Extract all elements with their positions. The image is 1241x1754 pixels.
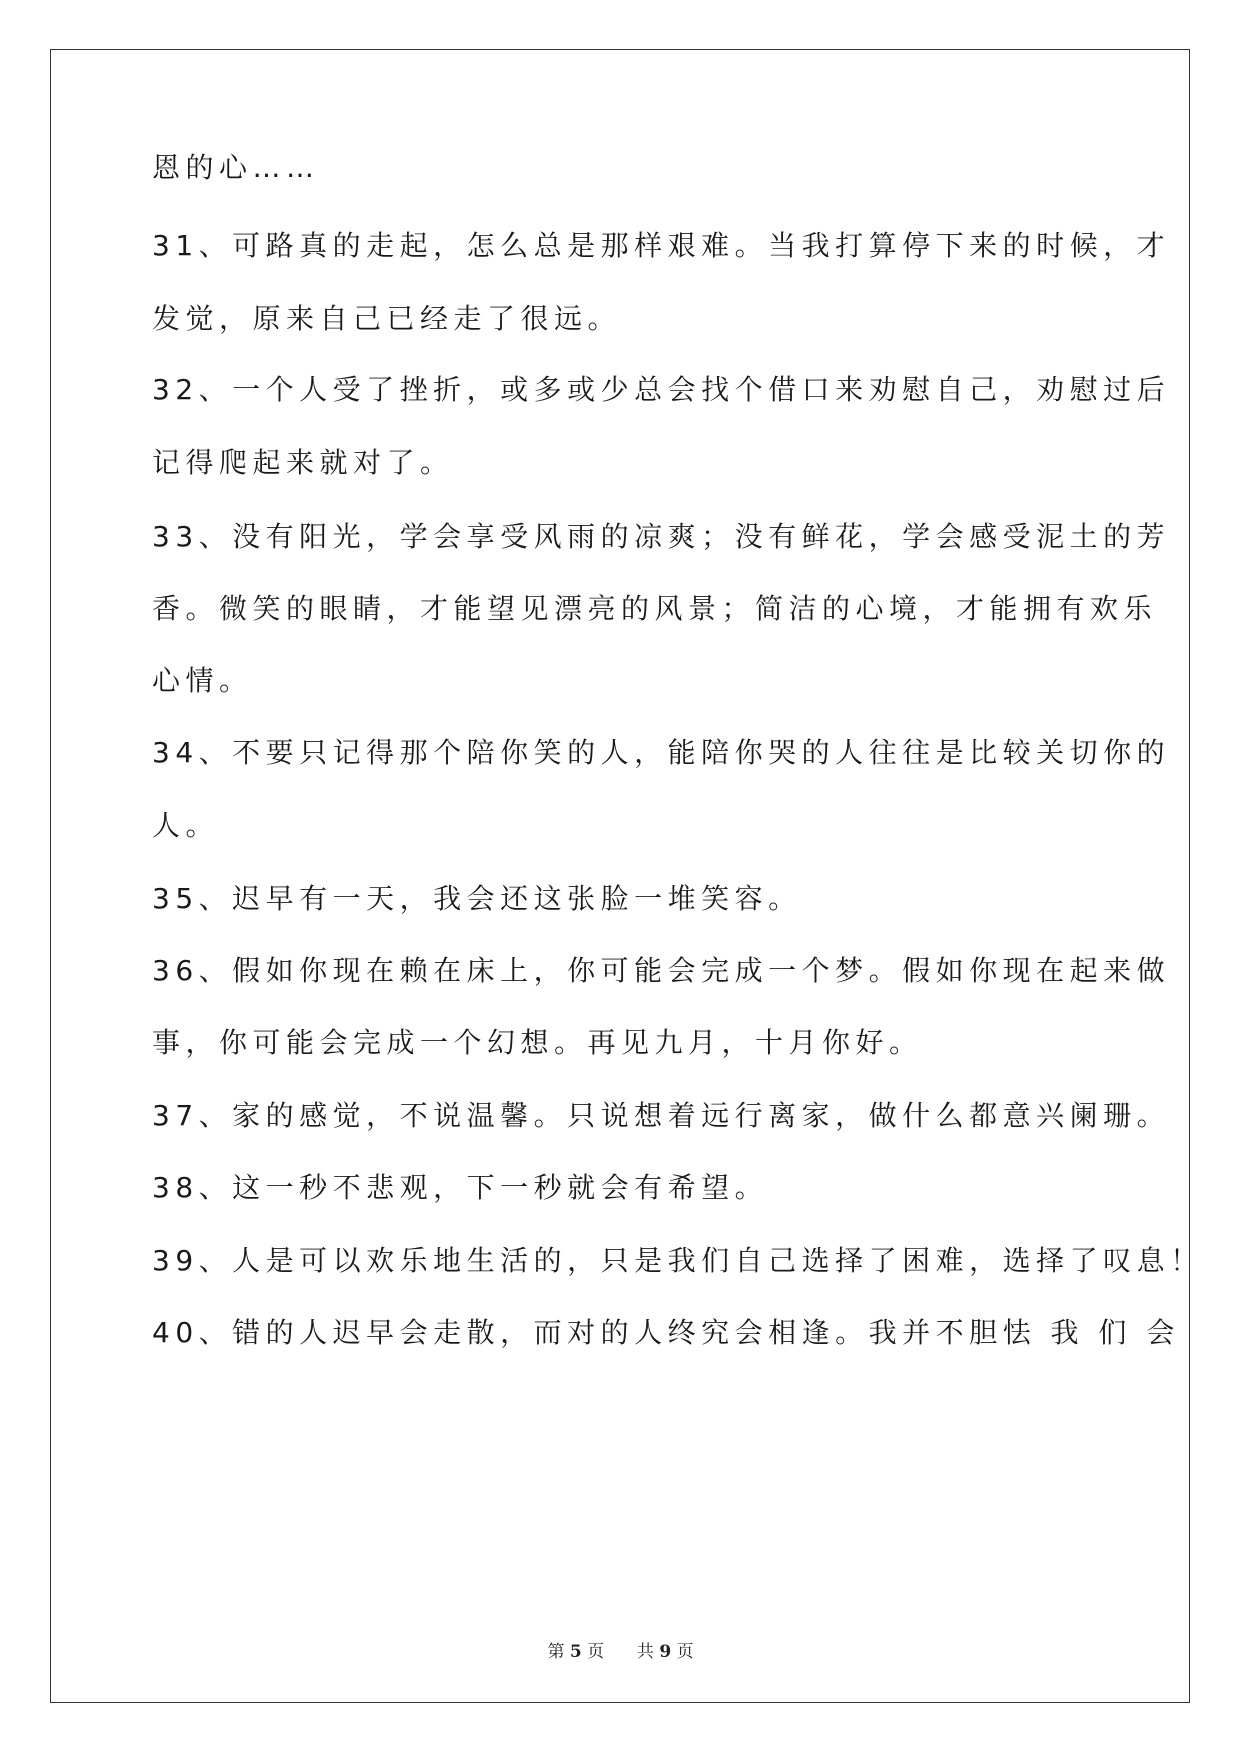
current-page-number: 5 bbox=[569, 1642, 582, 1662]
text-line: 39、人是可以欢乐地生活的，只是我们自己选择了困难，选择了叹息！ bbox=[152, 1244, 1204, 1277]
total-prefix: 共 bbox=[636, 1642, 654, 1662]
text-line: 32、一个人受了挫折，或多或少总会找个借口来劝慰自己，劝慰过后 bbox=[152, 373, 1171, 406]
text-line: 心情。 bbox=[152, 664, 253, 697]
text-line: 恩的心…… bbox=[152, 151, 320, 184]
text-line: 40、错的人迟早会走散，而对的人终究会相逢。我并不胆怯 我 们 会 bbox=[152, 1316, 1180, 1349]
text-line: 记得爬起来就对了。 bbox=[152, 446, 454, 479]
text-line: 33、没有阳光，学会享受风雨的凉爽；没有鲜花，学会感受泥土的芳 bbox=[152, 520, 1171, 553]
page-footer bbox=[0, 1640, 1241, 1664]
page-border bbox=[50, 49, 1190, 1703]
text-line: 38、这一秒不悲观，下一秒就会有希望。 bbox=[152, 1171, 769, 1204]
total-page-number: 9 bbox=[659, 1642, 672, 1662]
text-line: 事，你可能会完成一个幻想。再见九月，十月你好。 bbox=[152, 1026, 923, 1059]
text-line: 人。 bbox=[152, 809, 220, 842]
text-line: 发觉，原来自己已经走了很远。 bbox=[152, 302, 622, 335]
text-line: 36、假如你现在赖在床上，你可能会完成一个梦。假如你现在起来做 bbox=[152, 954, 1171, 987]
text-line: 35、迟早有一天，我会还这张脸一堆笑容。 bbox=[152, 882, 802, 915]
page-unit: 页 bbox=[587, 1642, 605, 1662]
page-prefix: 第 bbox=[547, 1642, 565, 1662]
text-line: 香。微笑的眼睛，才能望见漂亮的风景；简洁的心境，才能拥有欢乐 bbox=[152, 592, 1158, 625]
text-line: 37、家的感觉，不说温馨。只说想着远行离家，做什么都意兴阑珊。 bbox=[152, 1099, 1171, 1132]
total-unit: 页 bbox=[676, 1642, 694, 1662]
text-line: 34、不要只记得那个陪你笑的人，能陪你哭的人往往是比较关切你的 bbox=[152, 736, 1171, 769]
text-line: 31、可路真的走起，怎么总是那样艰难。当我打算停下来的时候，才 bbox=[152, 229, 1171, 262]
